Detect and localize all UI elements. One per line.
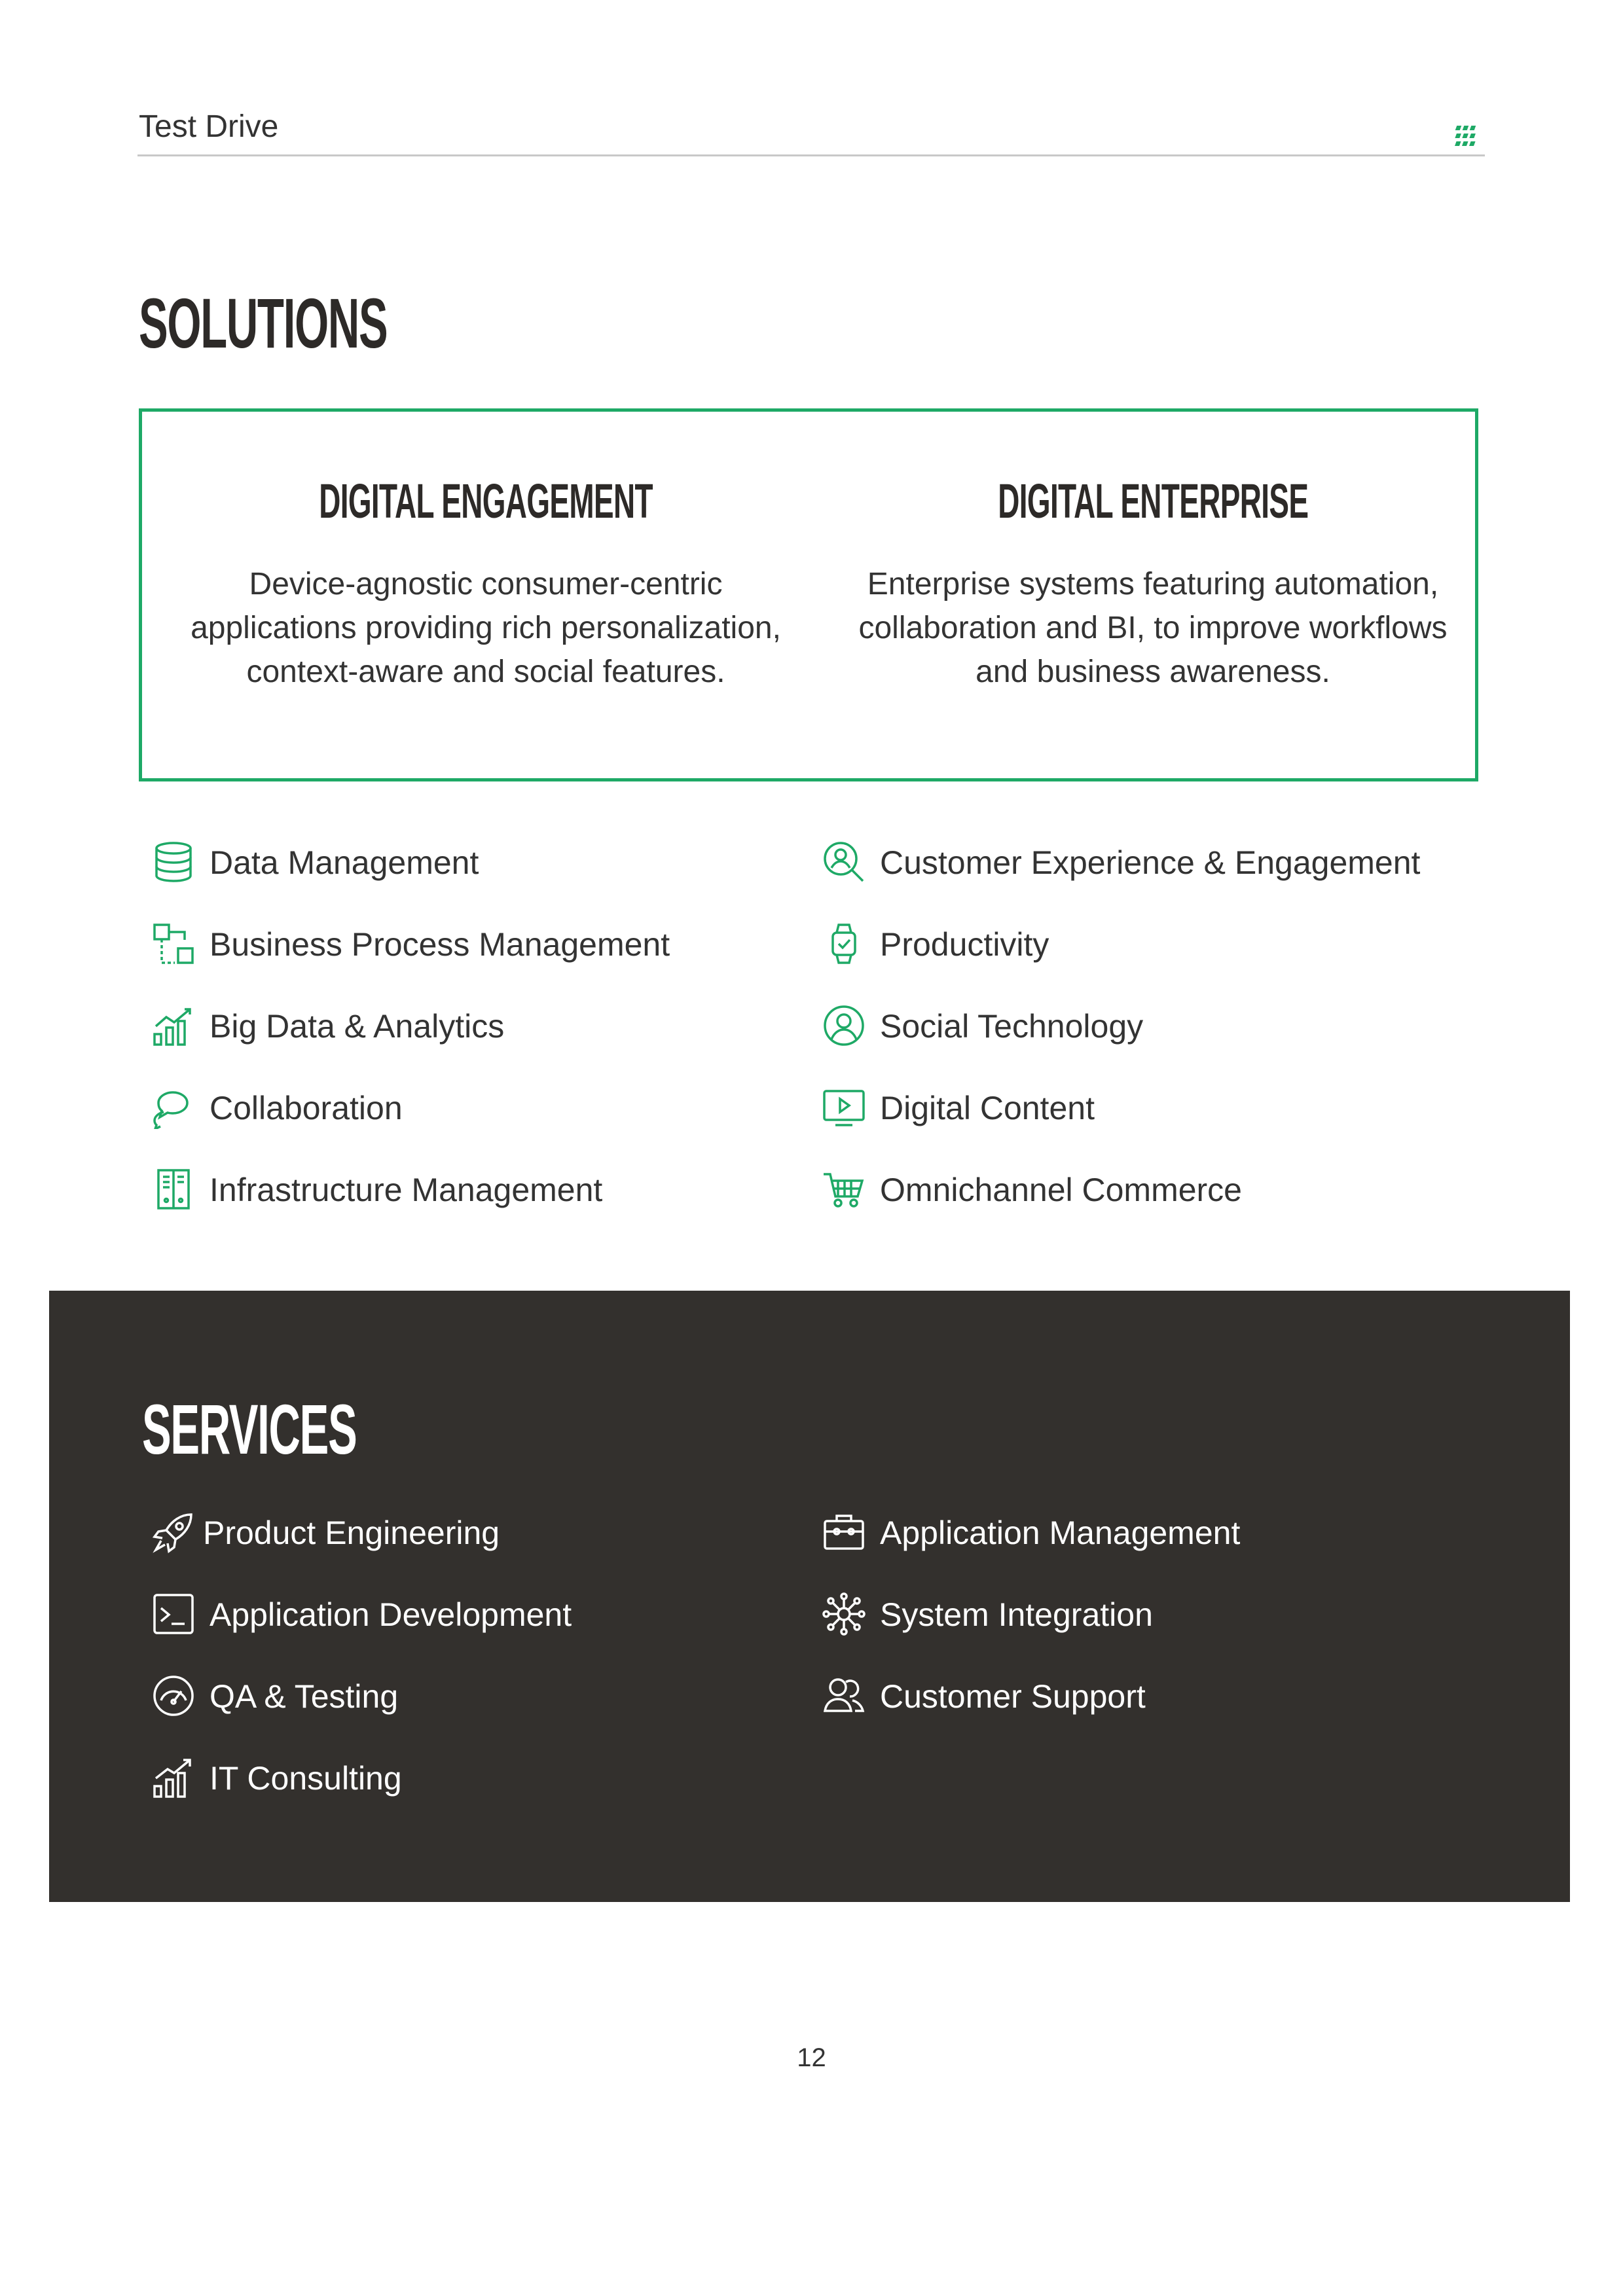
digital-enterprise-heading: DIGITAL ENTERPRISE [997,474,1309,528]
digital-engagement-heading: DIGITAL ENGAGEMENT [319,474,653,528]
list-item-label: Business Process Management [210,926,670,963]
smartwatch-icon [822,922,866,965]
list-item-label: QA & Testing [210,1678,399,1715]
user-search-icon [822,840,866,884]
digital-enterprise-description: Enterprise systems featuring automation, collaboration and BI, to improve workflows and business awareness. [858,567,1448,689]
speedometer-icon [152,1674,195,1717]
growth-chart-icon [152,1756,195,1799]
list-item-label: Digital Content [880,1090,1095,1126]
services-section [49,1291,1570,1902]
digital-engagement-column [165,474,807,694]
server-rack-icon [152,1168,195,1211]
list-item-label: Big Data & Analytics [210,1008,505,1045]
network-hub-icon [822,1592,866,1636]
list-item-label: Application Management [880,1515,1241,1551]
list-item-label: Collaboration [210,1090,403,1126]
support-agents-icon [822,1674,866,1717]
toolbox-icon [822,1511,866,1554]
list-item-label: Data Management [210,844,479,881]
header-divider [137,154,1485,156]
digital-enterprise-column [832,474,1474,694]
chat-bubbles-icon [152,1086,195,1129]
list-item-label: Customer Support [880,1678,1146,1715]
terminal-icon [152,1592,195,1636]
process-flow-icon [152,922,195,965]
digital-engagement-description: Device-agnostic consumer-centric applications providing rich personalization, context-aware and social features. [191,567,781,689]
video-play-icon [822,1086,866,1129]
list-item-label: IT Consulting [210,1760,402,1797]
list-item-label: Product Engineering [203,1515,500,1551]
list-item-label: Infrastructure Management [210,1172,603,1208]
list-item-label: Application Development [210,1596,572,1633]
database-icon [152,840,195,884]
list-item-label: Omnichannel Commerce [880,1172,1242,1208]
solutions-box [139,408,1478,781]
services-title: SERVICES [142,1390,357,1469]
company-logo-icon [1451,124,1481,148]
list-item-label: Social Technology [880,1008,1144,1045]
list-item-label: System Integration [880,1596,1153,1633]
page-number: 12 [797,2043,826,2072]
rocket-icon [152,1511,195,1554]
analytics-chart-icon [152,1004,195,1047]
solutions-title: SOLUTIONS [139,283,388,363]
shopping-cart-icon [822,1168,866,1211]
user-circle-icon [822,1004,866,1047]
list-item-label: Productivity [880,926,1049,963]
list-item-label: Customer Experience & Engagement [880,844,1421,881]
header-title: Test Drive [139,109,279,144]
